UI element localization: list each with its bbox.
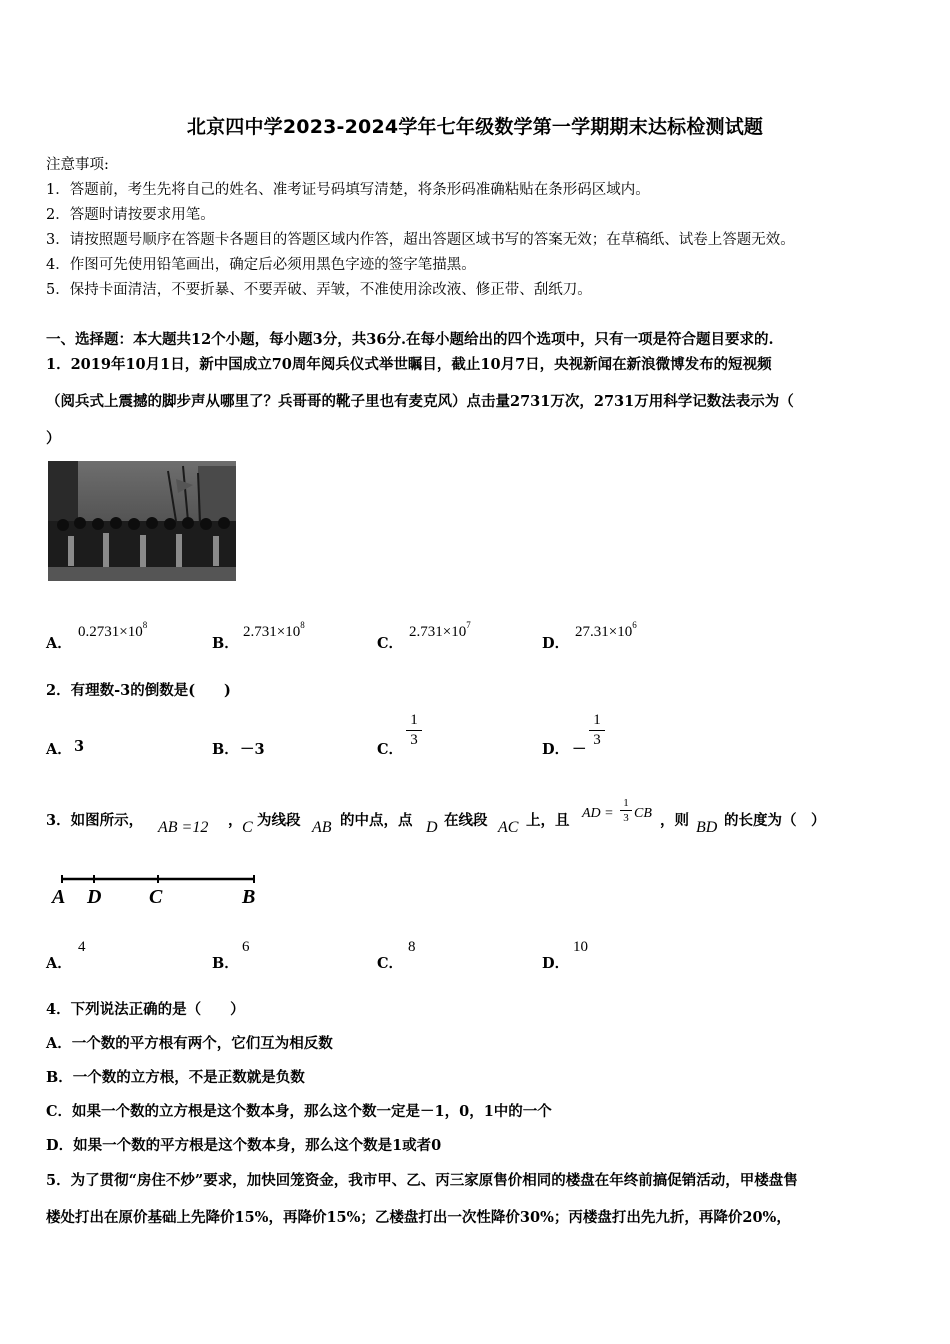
q3-option-c-label: C． xyxy=(377,955,404,972)
parade-photo-image xyxy=(48,461,236,581)
page-title: 北京四中学2023-2024学年七年级数学第一学期期末达标检测试题 xyxy=(186,116,764,138)
notice-item-3: 3．请按照题号顺序在答题卡各题目的答题区域内作答，超出答题区域书写的答案无效；在草稿纸、试卷上答题无效。 xyxy=(46,232,795,248)
q2-option-b-label: B． xyxy=(212,741,239,758)
q3-text-4: 的中点，点 xyxy=(340,812,413,829)
q2-option-d-numerator: 1 xyxy=(593,712,601,728)
point-label-c: C xyxy=(149,886,163,908)
q1-option-b-base: 2.731×10 xyxy=(243,624,301,640)
q3-math-bd: BD xyxy=(696,819,718,836)
q1-option-d-exp: 6 xyxy=(632,620,637,630)
q2-option-d-fraction xyxy=(589,712,605,749)
q1-option-d-value xyxy=(575,620,637,641)
question-1-line-3: ） xyxy=(46,430,61,447)
notice-heading: 注意事项: xyxy=(46,157,109,173)
fraction-bar xyxy=(406,730,422,731)
segment-figure xyxy=(48,868,268,913)
question-5-line-2: 楼处打出在原价基础上先降价15%，再降价15%；乙楼盘打出一次性降价30%；丙楼盘打出先九折，再降价20%， xyxy=(46,1209,791,1226)
q3-option-a-value: 4 xyxy=(78,939,86,955)
q3-option-a-label: A． xyxy=(46,955,72,972)
parade-photo xyxy=(48,461,236,581)
q2-option-d-label: D． xyxy=(542,741,570,758)
q1-option-a-base: 0.2731×10 xyxy=(78,624,143,640)
notice-item-2: 2．答题时请按要求用笔。 xyxy=(46,207,215,223)
q3-math-ad: AD = xyxy=(582,806,614,821)
q3-text-7: ，则 xyxy=(660,812,689,829)
q1-option-c-base: 2.731×10 xyxy=(409,624,467,640)
q1-option-b-value xyxy=(243,620,305,641)
q3-math-ab-2: AB xyxy=(312,819,332,836)
q2-option-c-label: C． xyxy=(377,741,404,758)
q3-math-ab: AB =12 xyxy=(158,819,209,836)
q1-option-d-label: D． xyxy=(542,635,570,652)
q1-option-a-exp: 8 xyxy=(142,620,148,630)
q2-option-c-denominator: 3 xyxy=(410,732,418,748)
q1-option-c-value xyxy=(409,620,471,641)
question-4-stem: 4．下列说法正确的是（ ） xyxy=(46,1001,245,1018)
q3-text-3: 为线段 xyxy=(257,812,301,829)
q2-option-c-fraction xyxy=(406,712,422,749)
fraction-bar xyxy=(620,810,632,811)
q4-option-c: C．如果一个数的立方根是这个数本身，那么这个数一定是－1，0，1中的一个 xyxy=(46,1103,552,1120)
q3-text-6: 上，且 xyxy=(526,812,570,829)
q1-option-a-label: A． xyxy=(46,635,72,652)
q3-math-c: C xyxy=(242,819,253,836)
q1-option-d-base: 27.31×10 xyxy=(575,624,633,640)
q1-option-b-exp: 8 xyxy=(300,620,305,630)
q2-option-a-label: A． xyxy=(46,741,72,758)
notice-item-5: 5．保持卡面清洁，不要折暴、不要弄破、弄皱，不准使用涂改液、修正带、刮纸刀。 xyxy=(46,282,592,298)
q2-option-d-denominator: 3 xyxy=(593,732,601,748)
notice-item-1: 1．答题前，考生先将自己的姓名、准考证号码填写清楚，将条形码准确粘贴在条形码区域内。 xyxy=(46,182,650,198)
q4-option-b: B．一个数的立方根，不是正数就是负数 xyxy=(46,1069,305,1086)
q1-option-c-exp: 7 xyxy=(466,620,471,630)
section-heading: 一、选择题：本大题共12个小题，每小题3分，共36分.在每小题给出的四个选项中，只有一项是符合题目要求的. xyxy=(46,331,774,348)
q3-math-fraction xyxy=(620,797,632,824)
point-label-d: D xyxy=(87,886,102,908)
question-2-stem: 2．有理数-3的倒数是( ) xyxy=(46,682,231,699)
q3-math-cb: CB xyxy=(634,806,652,821)
q2-option-b-value: －3 xyxy=(240,741,265,758)
fraction-bar xyxy=(589,730,605,731)
point-label-b: B xyxy=(242,886,256,908)
q1-option-b-label: B． xyxy=(212,635,239,652)
notice-item-4: 4．作图可先使用铅笔画出，确定后必须用黑色字迹的签字笔描黑。 xyxy=(46,257,476,273)
q3-math-ac: AC xyxy=(498,819,519,836)
q3-text-1: 3．如图所示， xyxy=(46,812,144,829)
q3-text-2: ， xyxy=(228,812,243,829)
q3-option-c-value: 8 xyxy=(408,939,416,955)
q3-option-d-label: D． xyxy=(542,955,570,972)
q3-text-5: 在线段 xyxy=(444,812,488,829)
question-1-line-2: （阅兵式上震撼的脚步声从哪里了？兵哥哥的靴子里也有麦克风）点击量2731万次，2731万用科学记数法表示为（ xyxy=(46,393,794,410)
q3-option-b-label: B． xyxy=(212,955,239,972)
q3-math-d: D xyxy=(426,819,438,836)
question-1-line-1: 1．2019年10月1日，新中国成立70周年阅兵仪式举世瞩目，截止10月7日，央视新闻在新浪微博发布的短视频 xyxy=(46,356,772,373)
q2-option-a-value: 3 xyxy=(74,738,85,755)
q3-fraction-numerator: 1 xyxy=(623,797,629,809)
q2-option-c-numerator: 1 xyxy=(410,712,418,728)
q4-option-d: D．如果一个数的平方根是这个数本身，那么这个数是1或者0 xyxy=(46,1137,442,1154)
q1-option-c-label: C． xyxy=(377,635,404,652)
point-label-a: A xyxy=(52,886,66,908)
q2-option-d-sign: － xyxy=(572,741,587,758)
q3-text-8: 的长度为（ ） xyxy=(724,812,826,829)
question-5-line-1: 5．为了贯彻“房住不炒”要求，加快回笼资金，我市甲、乙、丙三家原售价相同的楼盘在年终前搞促销活动，甲楼盘售 xyxy=(46,1172,798,1189)
q3-fraction-denominator: 3 xyxy=(623,812,629,824)
q3-option-d-value: 10 xyxy=(573,939,588,955)
q4-option-a: A．一个数的平方根有两个，它们互为相反数 xyxy=(46,1035,333,1052)
q1-option-a-value xyxy=(78,620,147,641)
q3-option-b-value: 6 xyxy=(242,939,250,955)
